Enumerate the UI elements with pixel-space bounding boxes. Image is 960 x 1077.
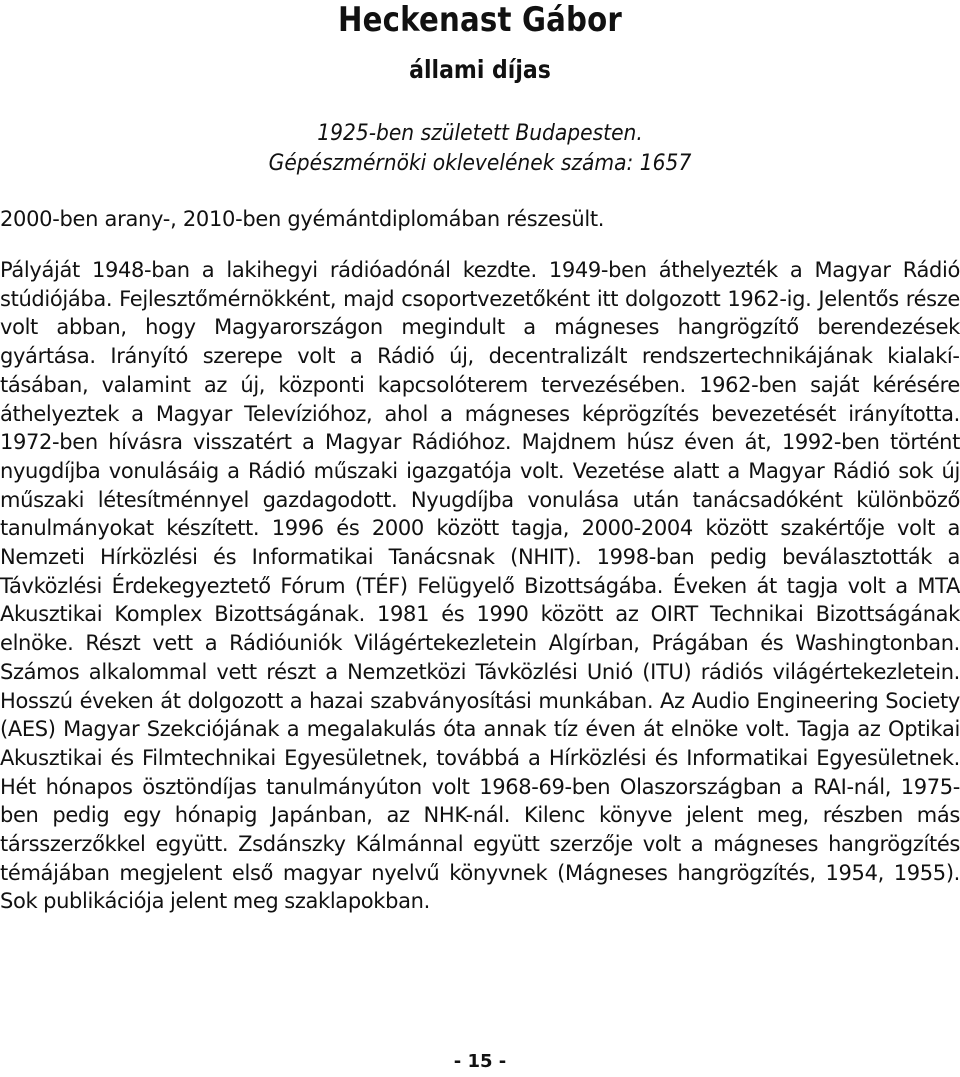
biography-paragraph: Pályáját 1948-ban a lakihegyi rádióadónál kezdte. 1949-ben áthelyezték a Magyar Rádió stúdiójába. Fejlesztőmérnökként, majd csoportvezetőként itt dolgozott 1962-ig. Jelentős része volt abban, hogy Magyarországon megindult a mágneses hangrögzítő berendezések gyártása. Irányító szerepe volt a Rádió új, decentralizált rendszertechnikájának kialakításában, valamint az új, központi kapcsolóterem tervezésében. 1962-ben saját kérésére áthelyeztek a Magyar Televízióhoz, ahol a mágneses képrögzítés bevezetését irányította. 1972-ben hívásra visszatért a Magyar Rádióhoz. Majdnem húsz éven át, 1992-ben történt nyugdíjba vonulásáig a Rádió műszaki igazgatója volt. Vezetése alatt a Magyar Rádió sok új műszaki létesítménnyel gazdagodott. Nyugdíjba vonulása után tanácsadóként különböző tanulmányokat készített. 1996 és 2000 között tagja, 2000-2004 között szakértője volt a Nemzeti Hírközlési és Informatikai Tanácsnak (NHIT). 1998-ban pedig beválasztották a Távközlési Érdekegyeztető Fórum (TÉF) Felügyelő Bizottságába. Éveken át tagja volt a MTA Akusztikai Komplex Bizottságának. 1981 és 1990 között az OIRT Technikai Bizottságának elnöke. Részt vett a Rádióuniók Világértekezletein Algírban, Prágában és Washingtonban. Számos alkalommal vett részt a Nemzetközi Távközlési Unió (ITU) rádiós világértekezletein. Hosszú éveken át dolgozott a hazai szabványosítási munkában. Az Audio Engineering Society (AES) Magyar Szekciójának a megalakulás óta annak tíz éven át elnöke volt. Tagja az Optikai Akusztikai és Filmtechnikai Egyesületnek, továbbá a Hírközlési és Informatikai Egyesületnek. Hét hónapos ösztöndíjas tanulmányúton volt 1968-69-ben Olaszországban a RAI-nál, 1975-ben pedig egy hónapig Japánban, az NHK-nál. Kilenc könyve jelent meg, részben más társszerzőkkel együtt. Zsdánszky Kálmánnal együtt szerzője volt a mágneses hangrögzítés témájában megjelent első magyar nyelvű könyvnek (Mágneses hangrögzítés, 1954, 1955). Sok publikációja jelent meg szaklapokban. bbox=[0, 258, 960, 914]
honors-line: 2000-ben arany-, 2010-ben gyémántdiplomában részesült. bbox=[0, 207, 605, 231]
subtitle: állami díjas bbox=[409, 55, 551, 84]
diploma-line: Gépészmérnöki oklevelének száma: 1657 bbox=[268, 151, 692, 176]
page-number: - 15 - bbox=[453, 1051, 507, 1072]
page-title: Heckenast Gábor bbox=[338, 0, 622, 40]
birth-line: 1925-ben született Budapesten. bbox=[317, 121, 643, 146]
